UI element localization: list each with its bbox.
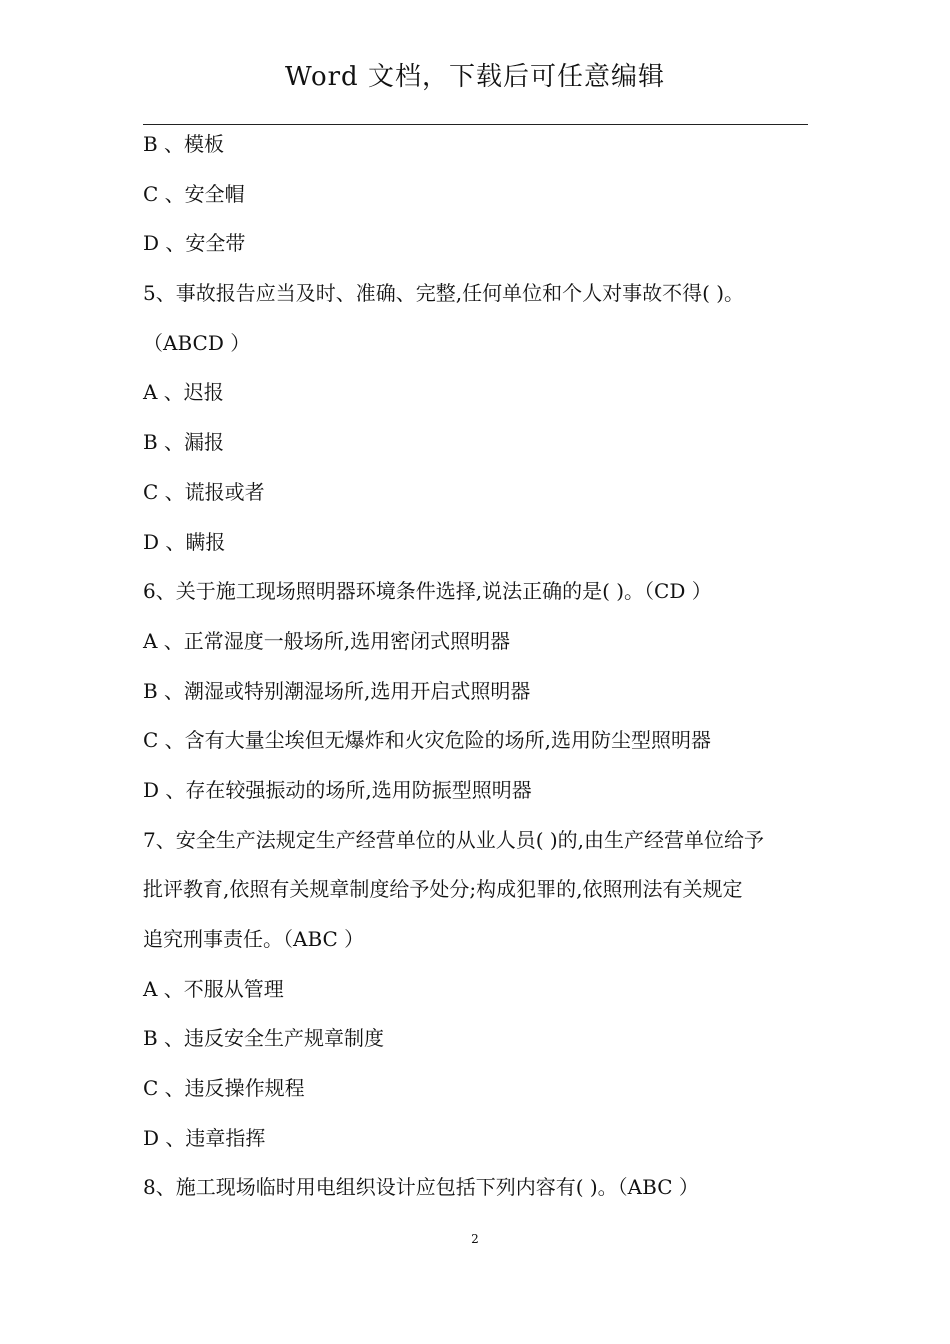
text-line: 追究刑事责任。（ABC ） <box>143 927 365 951</box>
text-line: D 、存在较强振动的场所,选用防振型照明器 <box>143 777 532 802</box>
text-line: B 、潮湿或特别潮湿场所,选用开启式照明器 <box>143 678 531 703</box>
text-line: A 、正常湿度一般场所,选用密闭式照明器 <box>143 628 511 653</box>
page-number: 2 <box>471 1232 479 1246</box>
text-line: D 、违章指挥 <box>143 1125 266 1150</box>
text-line: D 、瞒报 <box>143 529 226 554</box>
text-line: C 、含有大量尘埃但无爆炸和火灾危险的场所,选用防尘型照明器 <box>143 728 712 753</box>
text-line: 8、施工现场临时用电组织设计应包括下列内容有( )。（ABC ） <box>143 1175 699 1200</box>
text-line: B 、模板 <box>143 132 225 156</box>
text-line: B 、漏报 <box>143 430 225 455</box>
text-line: 6、关于施工现场照明器环境条件选择,说法正确的是( )。（CD ） <box>143 579 712 604</box>
header-rule <box>143 124 808 125</box>
text-line: 5、事故报告应当及时、准确、完整,任何单位和个人对事故不得( )。 <box>143 281 745 306</box>
text-line: C 、安全帽 <box>143 181 245 206</box>
document-body <box>143 126 813 1219</box>
page-header-title: Word 文档，下载后可任意编辑 <box>285 62 665 92</box>
text-line: D 、安全带 <box>143 231 246 256</box>
text-line: B 、违反安全生产规章制度 <box>143 1026 385 1051</box>
text-line: C 、违反操作规程 <box>143 1076 305 1101</box>
text-line: A 、不服从管理 <box>143 976 284 1001</box>
text-line: 批评教育,依照有关规章制度给予处分;构成犯罪的,依照刑法有关规定 <box>143 877 743 902</box>
text-line: C 、谎报或者 <box>143 479 265 504</box>
text-line: （ABCD ） <box>143 330 251 355</box>
text-line: A 、迟报 <box>143 380 224 405</box>
text-line: 7、安全生产法规定生产经营单位的从业人员( )的,由生产经营单位给予 <box>143 827 765 852</box>
